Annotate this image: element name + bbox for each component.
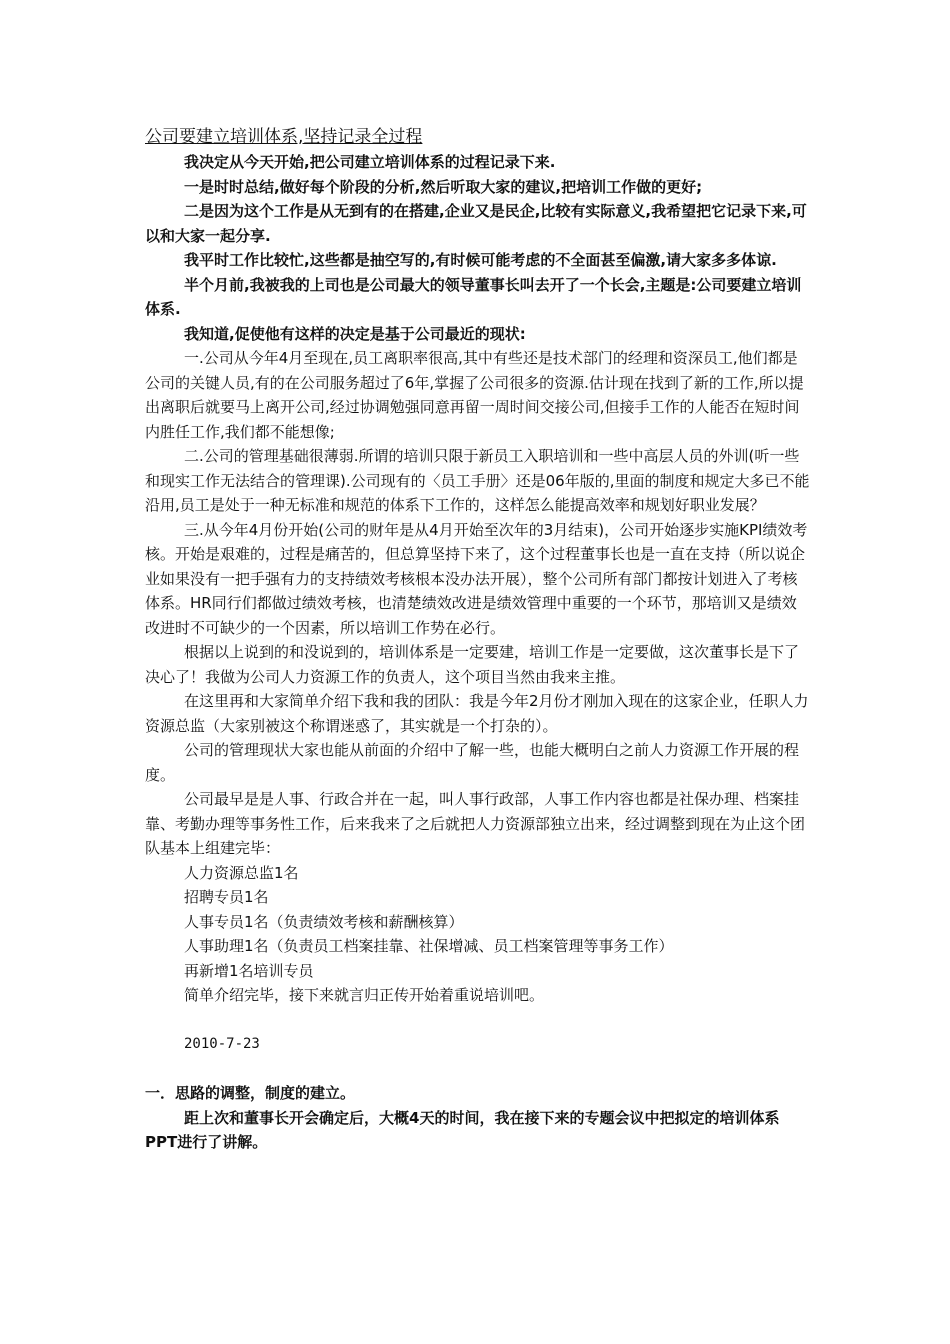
team-list-item: 招聘专员1名 <box>184 888 269 906</box>
section-paragraph: 距上次和董事长开会确定后，大概4天的时间，我在接下来的专题会议中把拟定的培训体系PPT进行了讲解。 <box>145 1108 780 1151</box>
body-paragraph: 根据以上说到的和没说到的，培训体系是一定要建，培训工作是一定要做，这次董事长是下了决心了！我做为公司人力资源工作的负责人，这个项目当然由我来主推。 <box>145 643 800 686</box>
body-paragraph: 公司的管理现状大家也能从前面的介绍中了解一些，也能大概明白之前人力资源工作开展的程度。 <box>145 741 800 784</box>
blank-line <box>145 1008 810 1033</box>
intro-paragraph: 一是时时总结,做好每个阶段的分析,然后听取大家的建议,把培训工作做的更好; <box>184 177 703 196</box>
intro-paragraph: 二是因为这个工作是从无到有的在搭建,企业又是民企,比较有实际意义,我希望把它记录下来,可以和大家一起分享. <box>145 202 807 245</box>
body-paragraph: 在这里再和大家简单介绍下我和我的团队：我是今年2月份才刚加入现在的这家企业，任职人力资源总监（大家别被这个称谓迷惑了，其实就是一个打杂的）。 <box>145 692 809 735</box>
team-list-item: 人力资源总监1名 <box>184 863 299 882</box>
intro-paragraph: 我知道,促使他有这样的决定是基于公司最近的现状: <box>184 324 526 343</box>
body-paragraph: 一.公司从今年4月至现在,员工离职率很高,其中有些还是技术部门的经理和资深员工,他们都是公司的关键人员,有的在公司服务超过了6年,掌握了公司很多的资源.估计现在找到了新的工作,所以提出离职后就要马上离开公司,经过协调勉强同意再留一周时间交接公司,但接手工作的人能否在短时间内胜任工作,我们都不能想像; <box>145 349 804 441</box>
intro-paragraph: 我平时工作比较忙,这些都是抽空写的,有时候可能考虑的不全面甚至偏激,请大家多多体谅. <box>184 251 777 269</box>
team-list-item: 人事助理1名（负责员工档案挂靠、社保增减、员工档案管理等事务工作） <box>184 937 674 955</box>
body-paragraph: 三.从今年4月份开始(公司的财年是从4月开始至次年的3月结束)，公司开始逐步实施KPI绩效考核。开始是艰难的，过程是痛苦的，但总算坚持下来了，这个过程董事长也是一直在支持（所以说企业如果没有一把手强有力的支持绩效考核根本没办法开展），整个公司所有部门都按计划进入了考核体系。HR同行们都做过绩效考核，也清楚绩效改进是绩效管理中重要的一个环节，那培训又是绩效改进时不可缺少的一个因素，所以培训工作势在必行。 <box>145 520 808 637</box>
team-list-item: 人事专员1名（负责绩效考核和薪酬核算） <box>184 912 464 931</box>
document-title: 公司要建立培训体系,坚持记录全过程 <box>145 127 423 147</box>
body-paragraph: 二.公司的管理基础很薄弱.所谓的培训只限于新员工入职培训和一些中高层人员的外训(听一些和现实工作无法结合的管理课).公司现有的〈员工手册〉还是06年版的,里面的制度和规定大多已不能沿用,员工是处于一种无标准和规范的体系下工作的，这样怎么能提高效率和规划好职业发展？ <box>145 447 810 514</box>
team-list-item: 再新增1名培训专员 <box>184 961 314 980</box>
intro-paragraph: 我决定从今天开始,把公司建立培训体系的过程记录下来. <box>184 153 556 171</box>
section-heading: 一．思路的调整，制度的建立。 <box>145 1084 356 1102</box>
entry-date: 2010-7-23 <box>184 1036 260 1052</box>
body-paragraph: 公司最早是是人事、行政合并在一起，叫人事行政部，人事工作内容也都是社保办理、档案挂靠、考勤办理等事务性工作，后来我来了之后就把人力资源部独立出来，经过调整到现在为止这个团队基本上组建完毕： <box>145 790 806 857</box>
document-page <box>145 124 810 1155</box>
blank-line <box>145 1057 810 1082</box>
team-list-item: 简单介绍完毕，接下来就言归正传开始着重说培训吧。 <box>184 986 545 1004</box>
intro-paragraph: 半个月前,我被我的上司也是公司最大的领导董事长叫去开了一个长会,主题是:公司要建立培训体系. <box>145 275 802 318</box>
